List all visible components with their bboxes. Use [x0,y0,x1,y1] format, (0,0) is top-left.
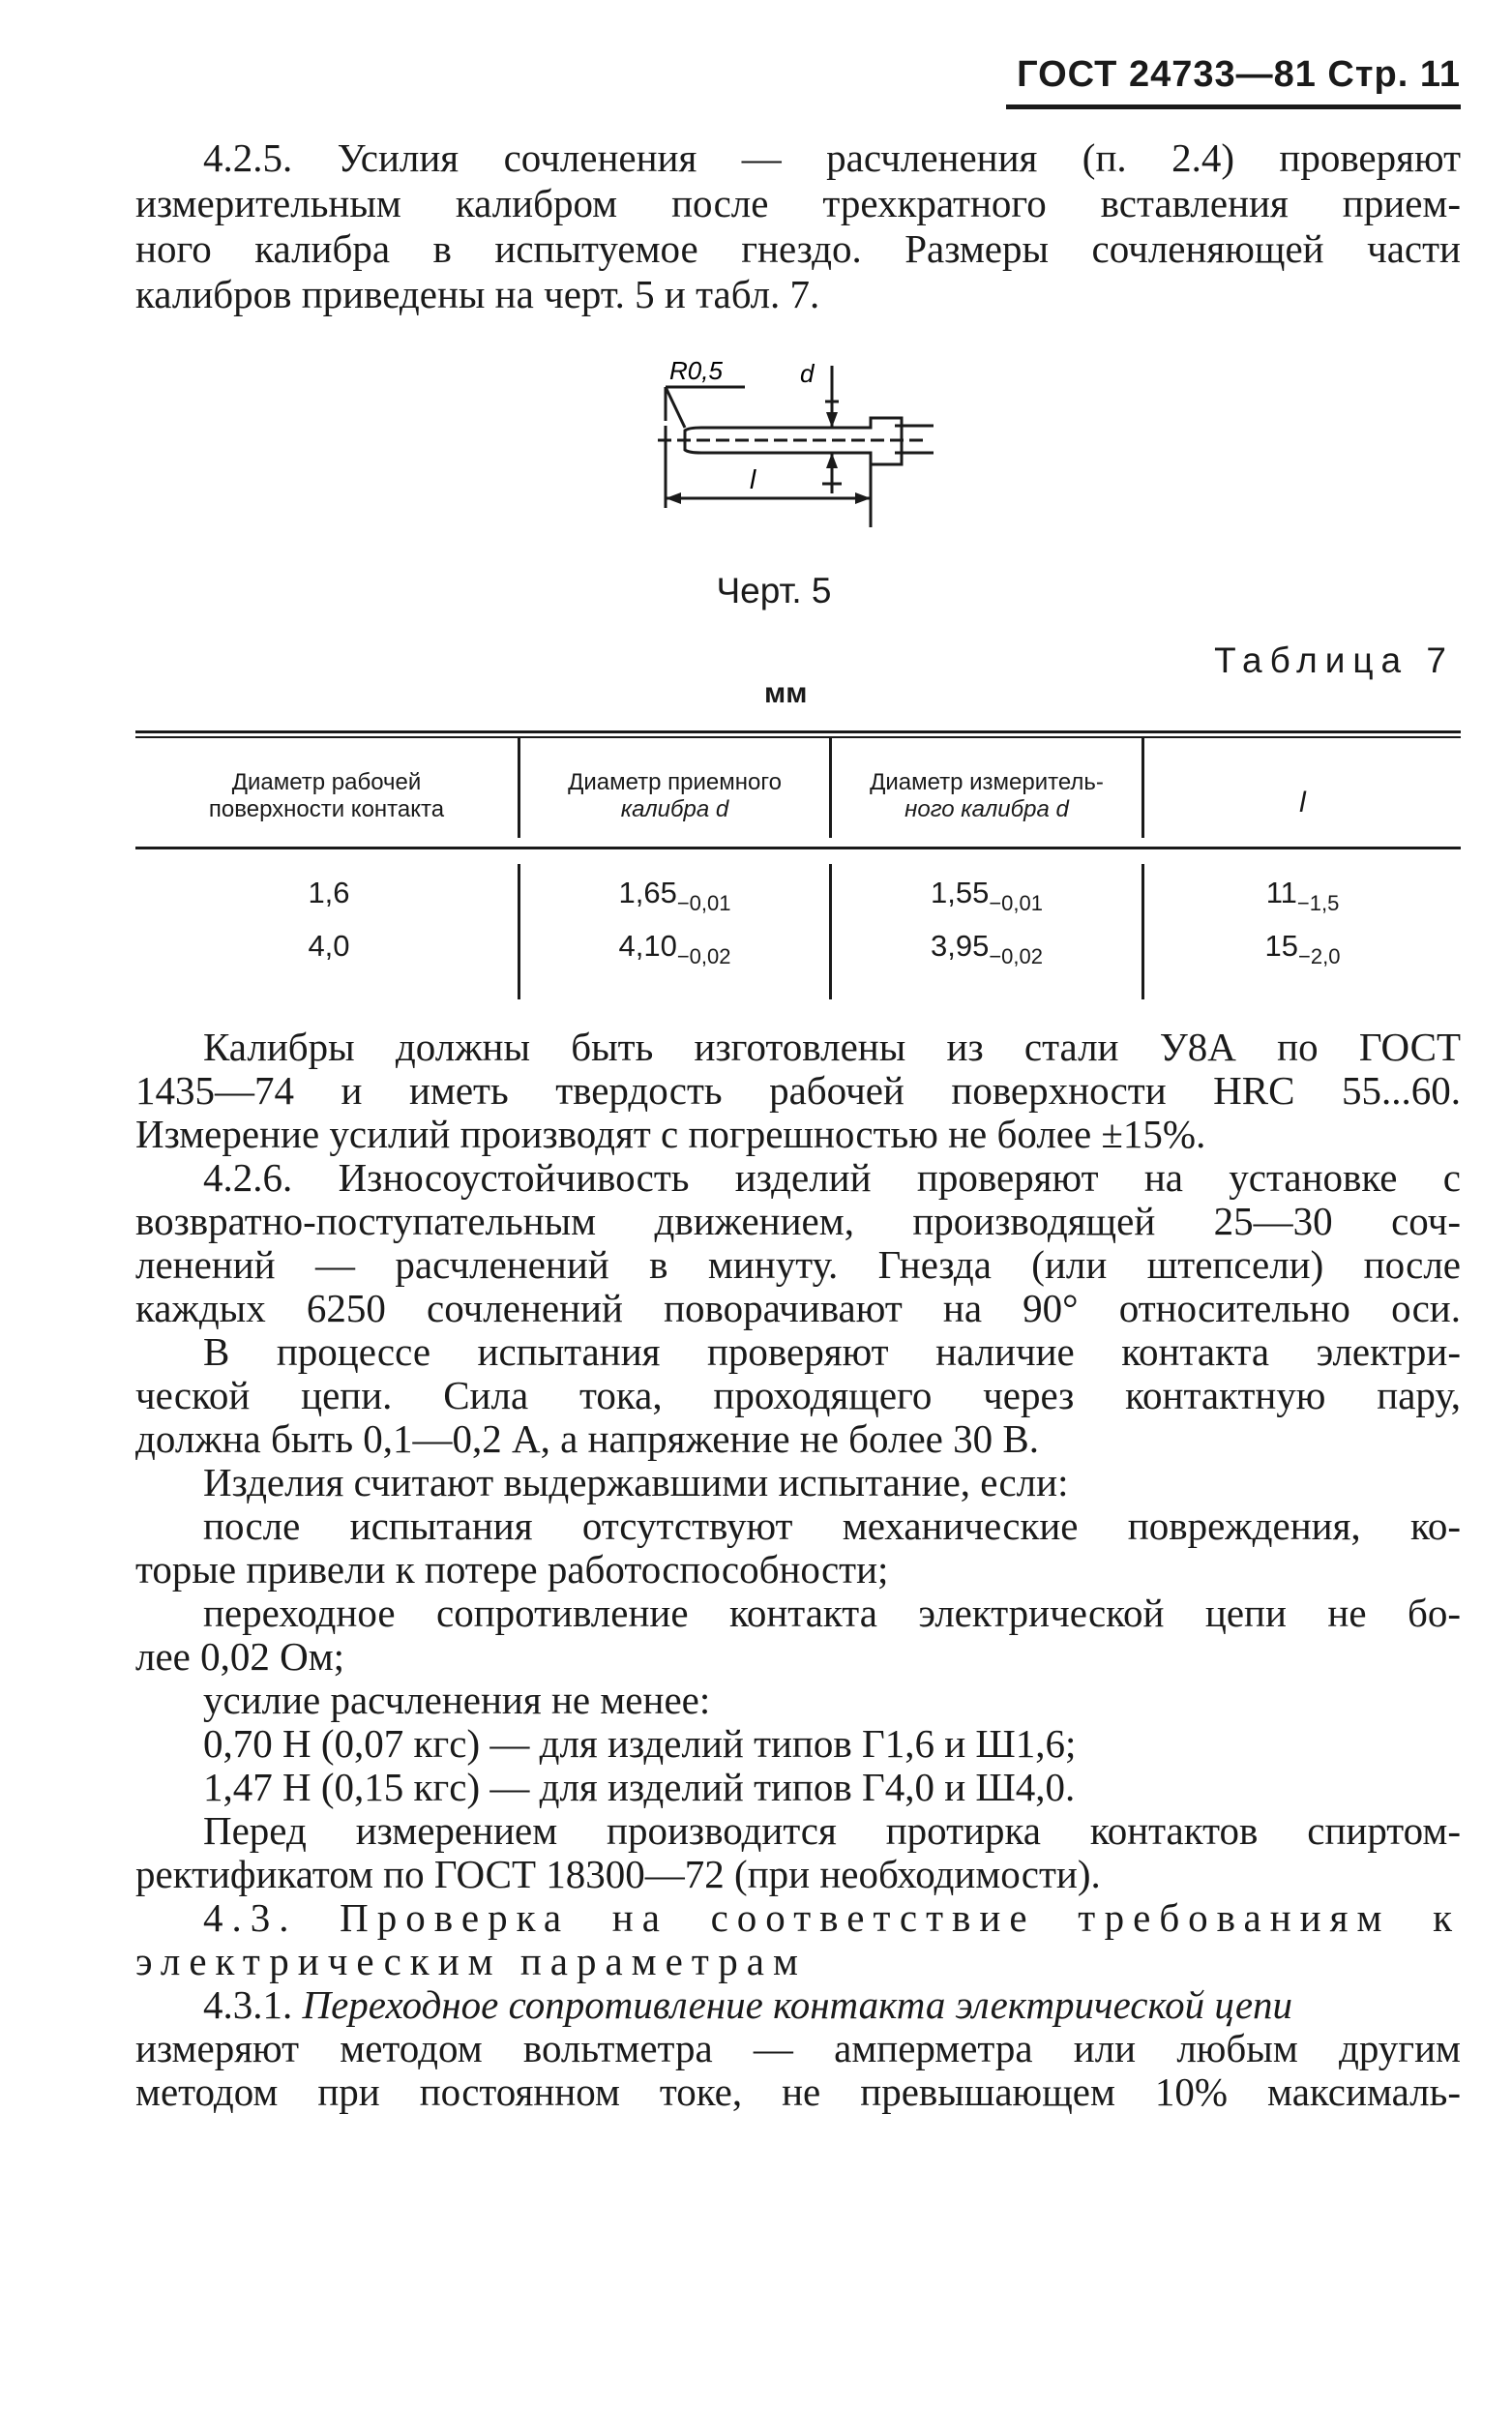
diameter-label: d [800,359,815,388]
header-title: ГОСТ 24733—81 Стр. 11 [1017,54,1461,95]
header-measuring-gauge: Диаметр измеритель- ного калибра d [870,769,1104,822]
text-line: 1435—74 и иметь твердость рабочей поверхности HRC 55...60. [135,1068,1461,1113]
row-1-receiving: $1,65_{-0,01}$ [618,876,731,915]
table-top-rule [135,730,1461,733]
text-line: ленений — расчленений в минуту. Гнезда (или штепсели) после [135,1242,1461,1287]
text-line: Калибры должны быть изготовлены из стали У8А по ГОСТ [203,1025,1461,1069]
text-line: возвратно-поступательным движением, производящей 25—30 соч- [135,1199,1461,1243]
text-line: каждых 6250 сочленений поворачивают на 90° относительно оси. [135,1286,1461,1330]
header-contact-diameter: Диаметр рабочей поверхности контакта [208,769,445,822]
text-line: торые привели к потере работоспособности; [135,1547,889,1592]
row-2-receiving: $4,10_{-0,02}$ [618,929,731,968]
text-line: ного калибра в испытуемое гнездо. Размеры сочленяющей части [135,226,1461,271]
text-line: измерительным калибром после трехкратного вставления прием- [135,181,1461,225]
text-line: должна быть 0,1—0,2 А, а напряжение не более 30 В. [135,1416,1039,1461]
text-line: после испытания отсутствуют механические повреждения, ко- [203,1503,1461,1548]
gauge-drawing [648,348,938,542]
row-2-contact: 4,0 [308,929,350,963]
text-line: лее 0,02 Ом; [135,1634,345,1679]
table-title: Таблица 7 [1214,640,1454,680]
text-line: ректификатом по ГОСТ 18300—72 (при необходимости). [135,1852,1101,1896]
text-line: 0,70 Н (0,07 кгс) — для изделий типов Г1,6 и Ш1,6; [203,1721,1077,1766]
figure-caption: Черт. 5 [716,571,832,610]
header-receiving-gauge: Диаметр приемного калибра d [568,769,782,822]
table-top-rule-2 [135,736,1461,738]
row-2-length: $15_{-2,0}$ [1264,929,1341,968]
length-label: l [750,464,756,494]
text-line: переходное сопротивление контакта электрической цепи не бо- [203,1591,1461,1635]
table-units: мм [764,677,808,709]
text-line: Перед измерением производится протирка контактов спиртом- [203,1808,1461,1853]
text-line: 4.2.5. Усилия сочленения — расчленения (п. 2.4) проверяют [203,135,1461,180]
table-header-rule [135,847,1461,849]
header-rule [1006,104,1461,109]
header-length: l [1299,787,1306,819]
text-line: калибров приведены на черт. 5 и табл. 7. [135,272,820,316]
text-line: Измерение усилий производят с погрешностью не более ±15%. [135,1112,1206,1156]
text-line: методом при постоянном токе, не превышающем 10% максималь- [135,2069,1461,2114]
paragraph-4-2-6: 4.2.6. Износоустойчивость изделий проверяют на установке с [203,1155,1461,1200]
row-1-length: $11_{-1,5}$ [1265,876,1340,915]
row-2-measuring: $3,95_{-0,02}$ [930,929,1043,968]
table-7 [135,730,1461,997]
text-line: усилие расчленения не менее: [203,1678,711,1722]
text-line: измеряют методом вольтметра — амперметра или любым другим [135,2026,1461,2070]
section-heading-4-3: 4.3. Проверка на соответствие требованиям к [203,1895,1461,1940]
text-line: Изделия считают выдержавшими испытание, если: [203,1460,1069,1504]
body-text [135,1026,1461,2114]
text-line: 1,47 Н (0,15 кгс) — для изделий типов Г4,0 и Ш4,0. [203,1765,1076,1809]
page-header [1006,54,1461,103]
text-line: В процессе испытания проверяют наличие контакта электри- [203,1329,1461,1374]
paragraph-4-2-5 [135,135,1461,317]
paragraph-4-3-1: 4.3.1. Переходное сопротивление контакта электрической цепи [203,1982,1293,2027]
row-1-contact: 1,6 [308,876,350,909]
row-1-measuring: $1,55_{-0,01}$ [930,876,1043,915]
text-line: ческой цепи. Сила тока, проходящего через контактную пару, [135,1373,1461,1417]
radius-label: R0,5 [669,356,723,385]
section-heading-4-3-cont: электрическим параметрам [135,1939,807,1983]
